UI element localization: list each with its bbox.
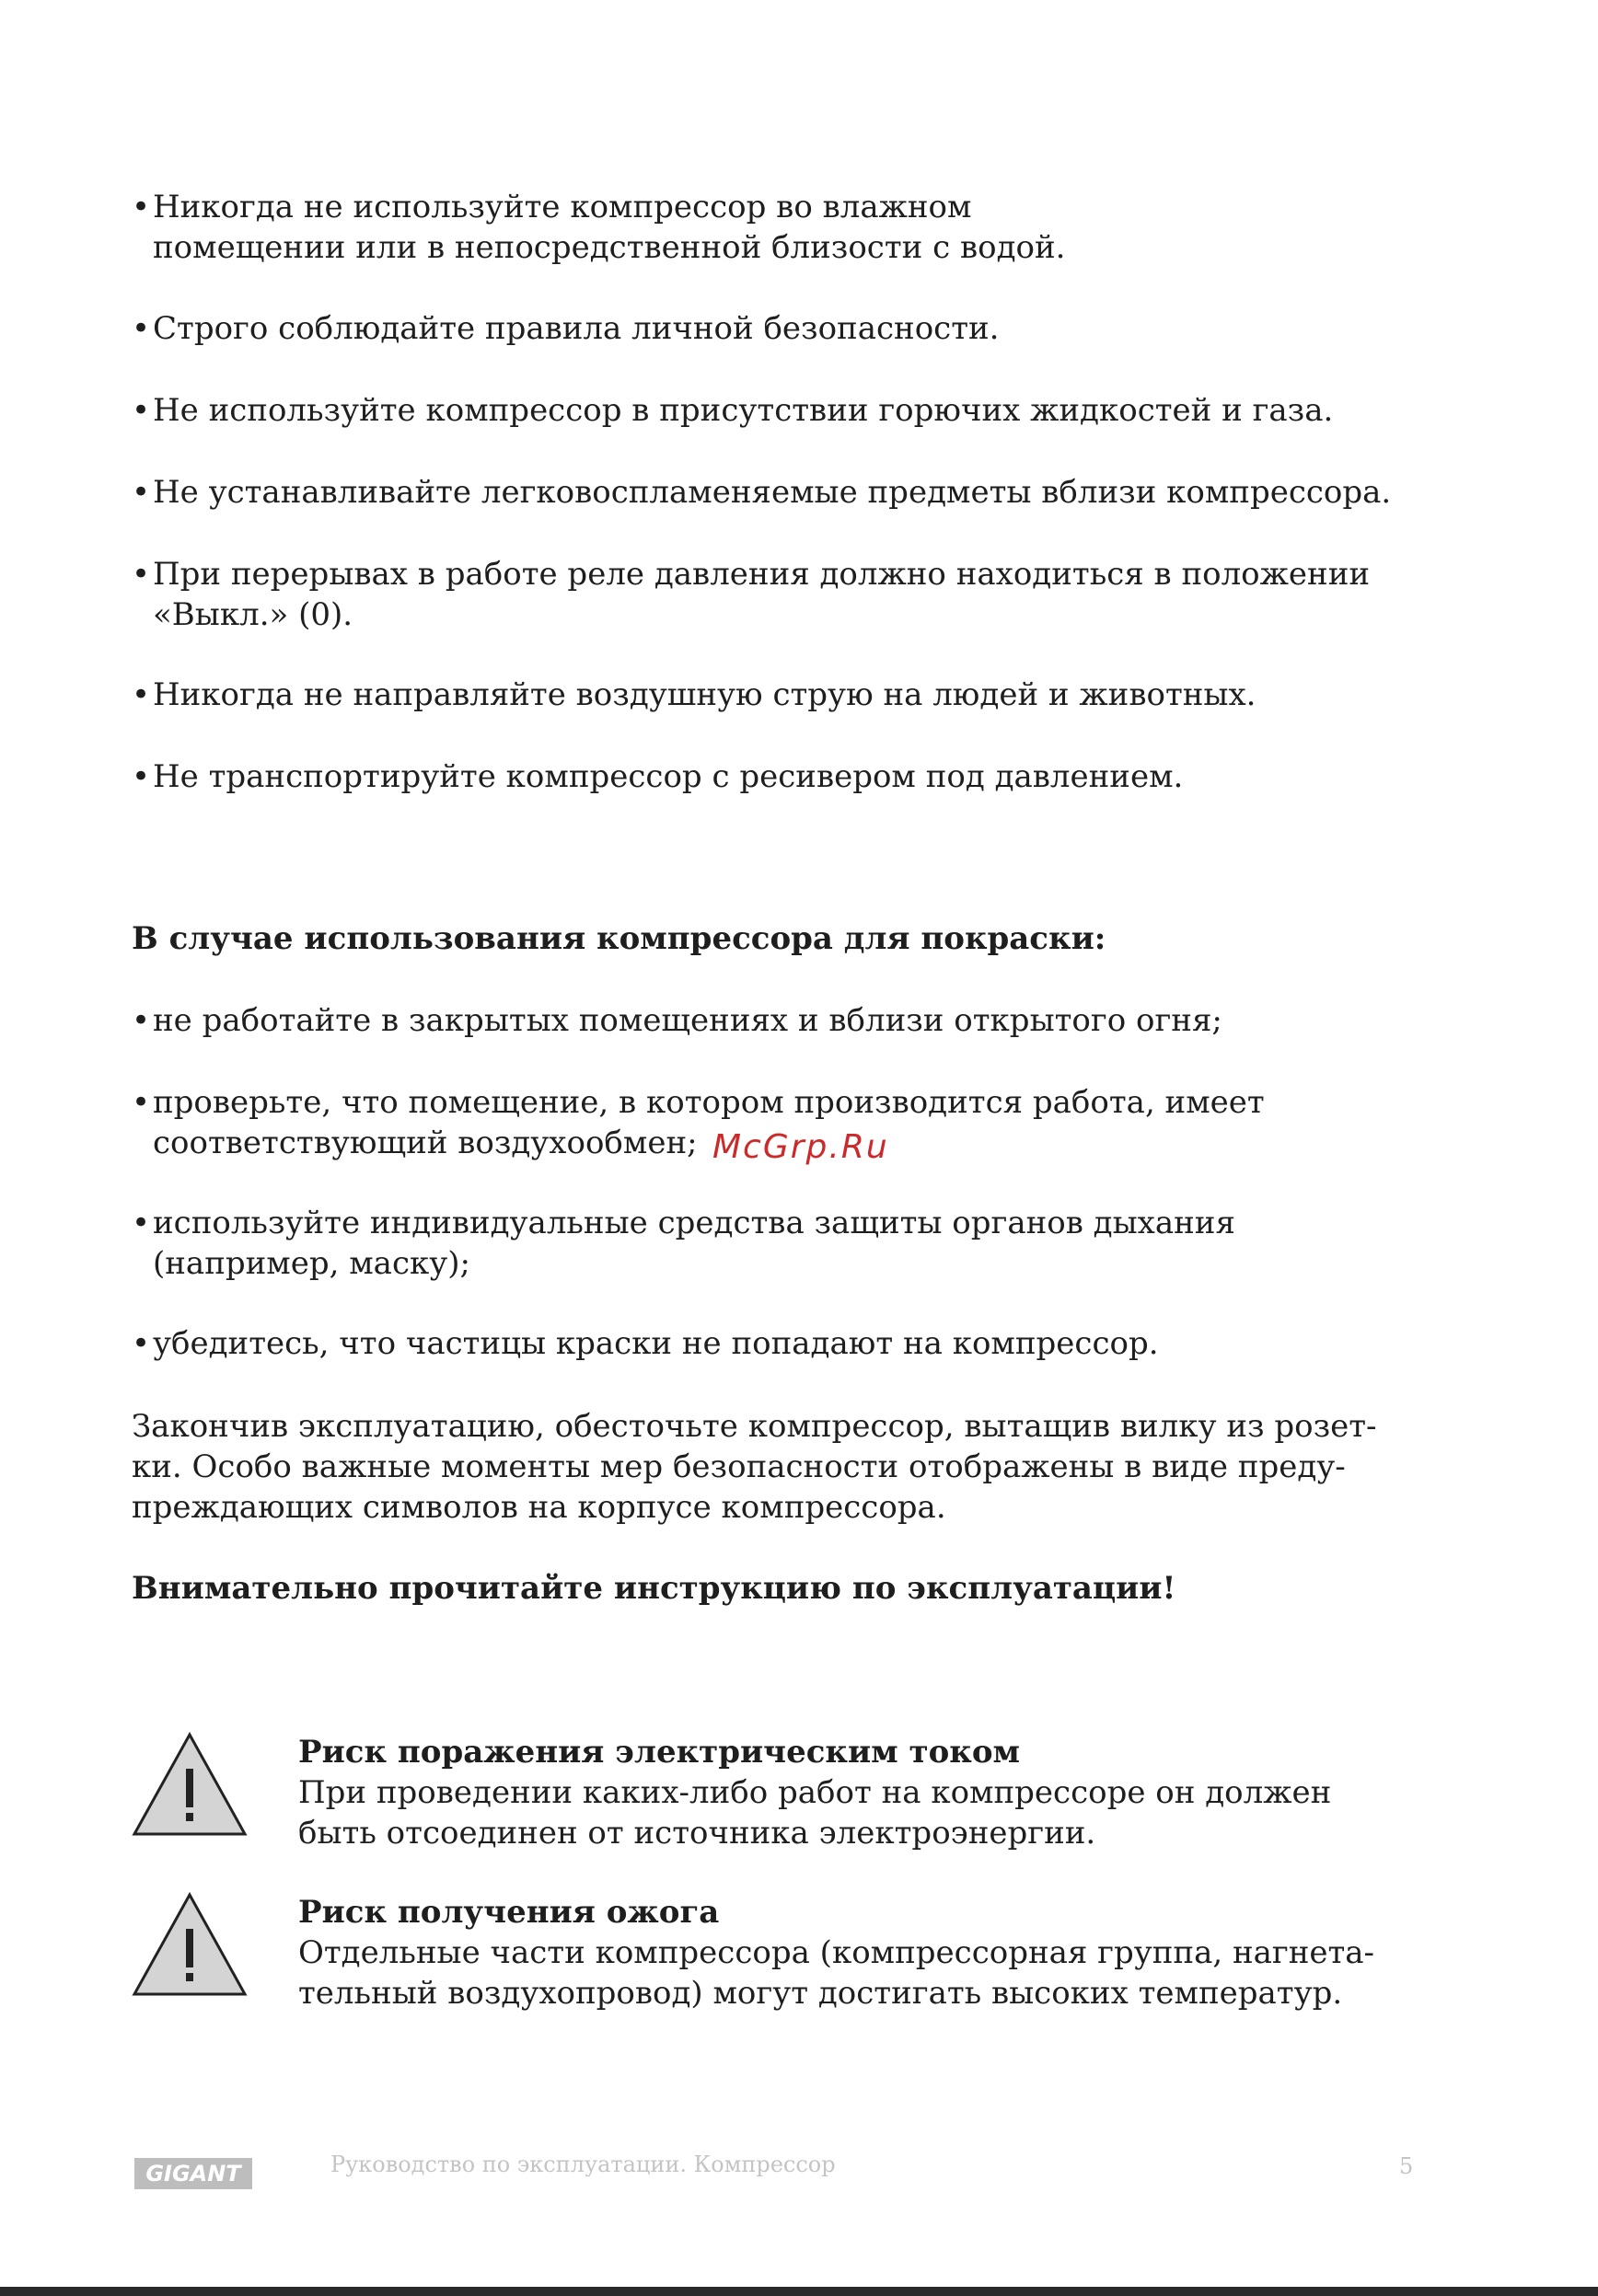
list-item xyxy=(132,1082,1265,1163)
warning-triangle-icon xyxy=(132,1892,248,1997)
warning-text-block xyxy=(298,1732,1430,1853)
warning-electric xyxy=(132,1732,1439,1870)
read-instruction-note: Внимательно прочитайте инструкцию по эксплуатации! xyxy=(132,1570,1176,1607)
bullet-line: используйте индивидуальные средства защиты органов дыхания (например, маску); xyxy=(153,1205,1235,1282)
bullet-line: Строго соблюдайте правила личной безопасности. xyxy=(153,310,1000,347)
footer-title: Руководство по эксплуатации. Компрессор xyxy=(330,2152,836,2177)
bullet-line: не работайте в закрытых помещениях и вблизи открытого огня; xyxy=(153,1002,1222,1039)
warning-title: Риск поражения электрическим током xyxy=(298,1734,1021,1771)
bullet-line: Никогда не направляйте воздушную струю на людей и животных. xyxy=(153,676,1256,713)
warning-text-block xyxy=(298,1892,1430,2013)
bullet-line: Не транспортируйте компрессор с ресивером под давлением. xyxy=(153,758,1184,795)
warning-burn xyxy=(132,1892,1439,2030)
brand-logo: GIGANT xyxy=(134,2158,252,2189)
list-item xyxy=(132,756,1183,797)
list-item xyxy=(132,1000,1222,1041)
watermark: McGrp.Ru xyxy=(712,1128,889,1166)
warning-triangle-icon xyxy=(132,1732,248,1837)
list-item xyxy=(132,1323,1159,1364)
bullet-line: Никогда не используйте компрессор во влажном помещении или в непосредственной близости с водой. xyxy=(153,189,1066,266)
bullet-line: Не используйте компрессор в присутствии горючих жидкостей и газа. xyxy=(153,392,1334,429)
list-item xyxy=(132,1203,1235,1284)
list-item xyxy=(132,675,1256,715)
warning-description: При проведении каких-либо работ на компрессоре он должен быть отсоединен от источника электроэнергии. xyxy=(298,1774,1332,1852)
page-number: 5 xyxy=(1399,2153,1414,2179)
list-item xyxy=(132,308,999,349)
bullet-line: Не устанавливайте легковоспламеняемые предметы вблизи компрессора. xyxy=(153,474,1392,511)
painting-heading: В случае использования компрессора для покраски: xyxy=(132,920,1106,957)
list-item xyxy=(132,390,1333,431)
bullet-line: проверьте, что помещение, в котором производится работа, имеет соответствующий воздухообмен; xyxy=(153,1084,1265,1161)
bottom-edge-bar xyxy=(0,2287,1598,2296)
warning-description: Отдельные части компрессора (компрессорная группа, нагнета- тельный воздухопровод) могут достигать высоких температур. xyxy=(298,1934,1375,2012)
bullet-line: убедитесь, что частицы краски не попадают на компрессор. xyxy=(153,1325,1159,1362)
closing-paragraph: Закончив эксплуатацию, обесточьте компрессор, вытащив вилку из розет- ки. Особо важные моменты мер безопасности отображены в виде преду- преждающих символов на корпусе компрессора. xyxy=(132,1408,1377,1526)
list-item xyxy=(132,472,1391,513)
warning-title: Риск получения ожога xyxy=(298,1894,720,1931)
list-item xyxy=(132,554,1370,635)
list-item xyxy=(132,187,1065,268)
bullet-line: При перерывах в работе реле давления должно находиться в положении «Выкл.» (0). xyxy=(153,556,1371,633)
